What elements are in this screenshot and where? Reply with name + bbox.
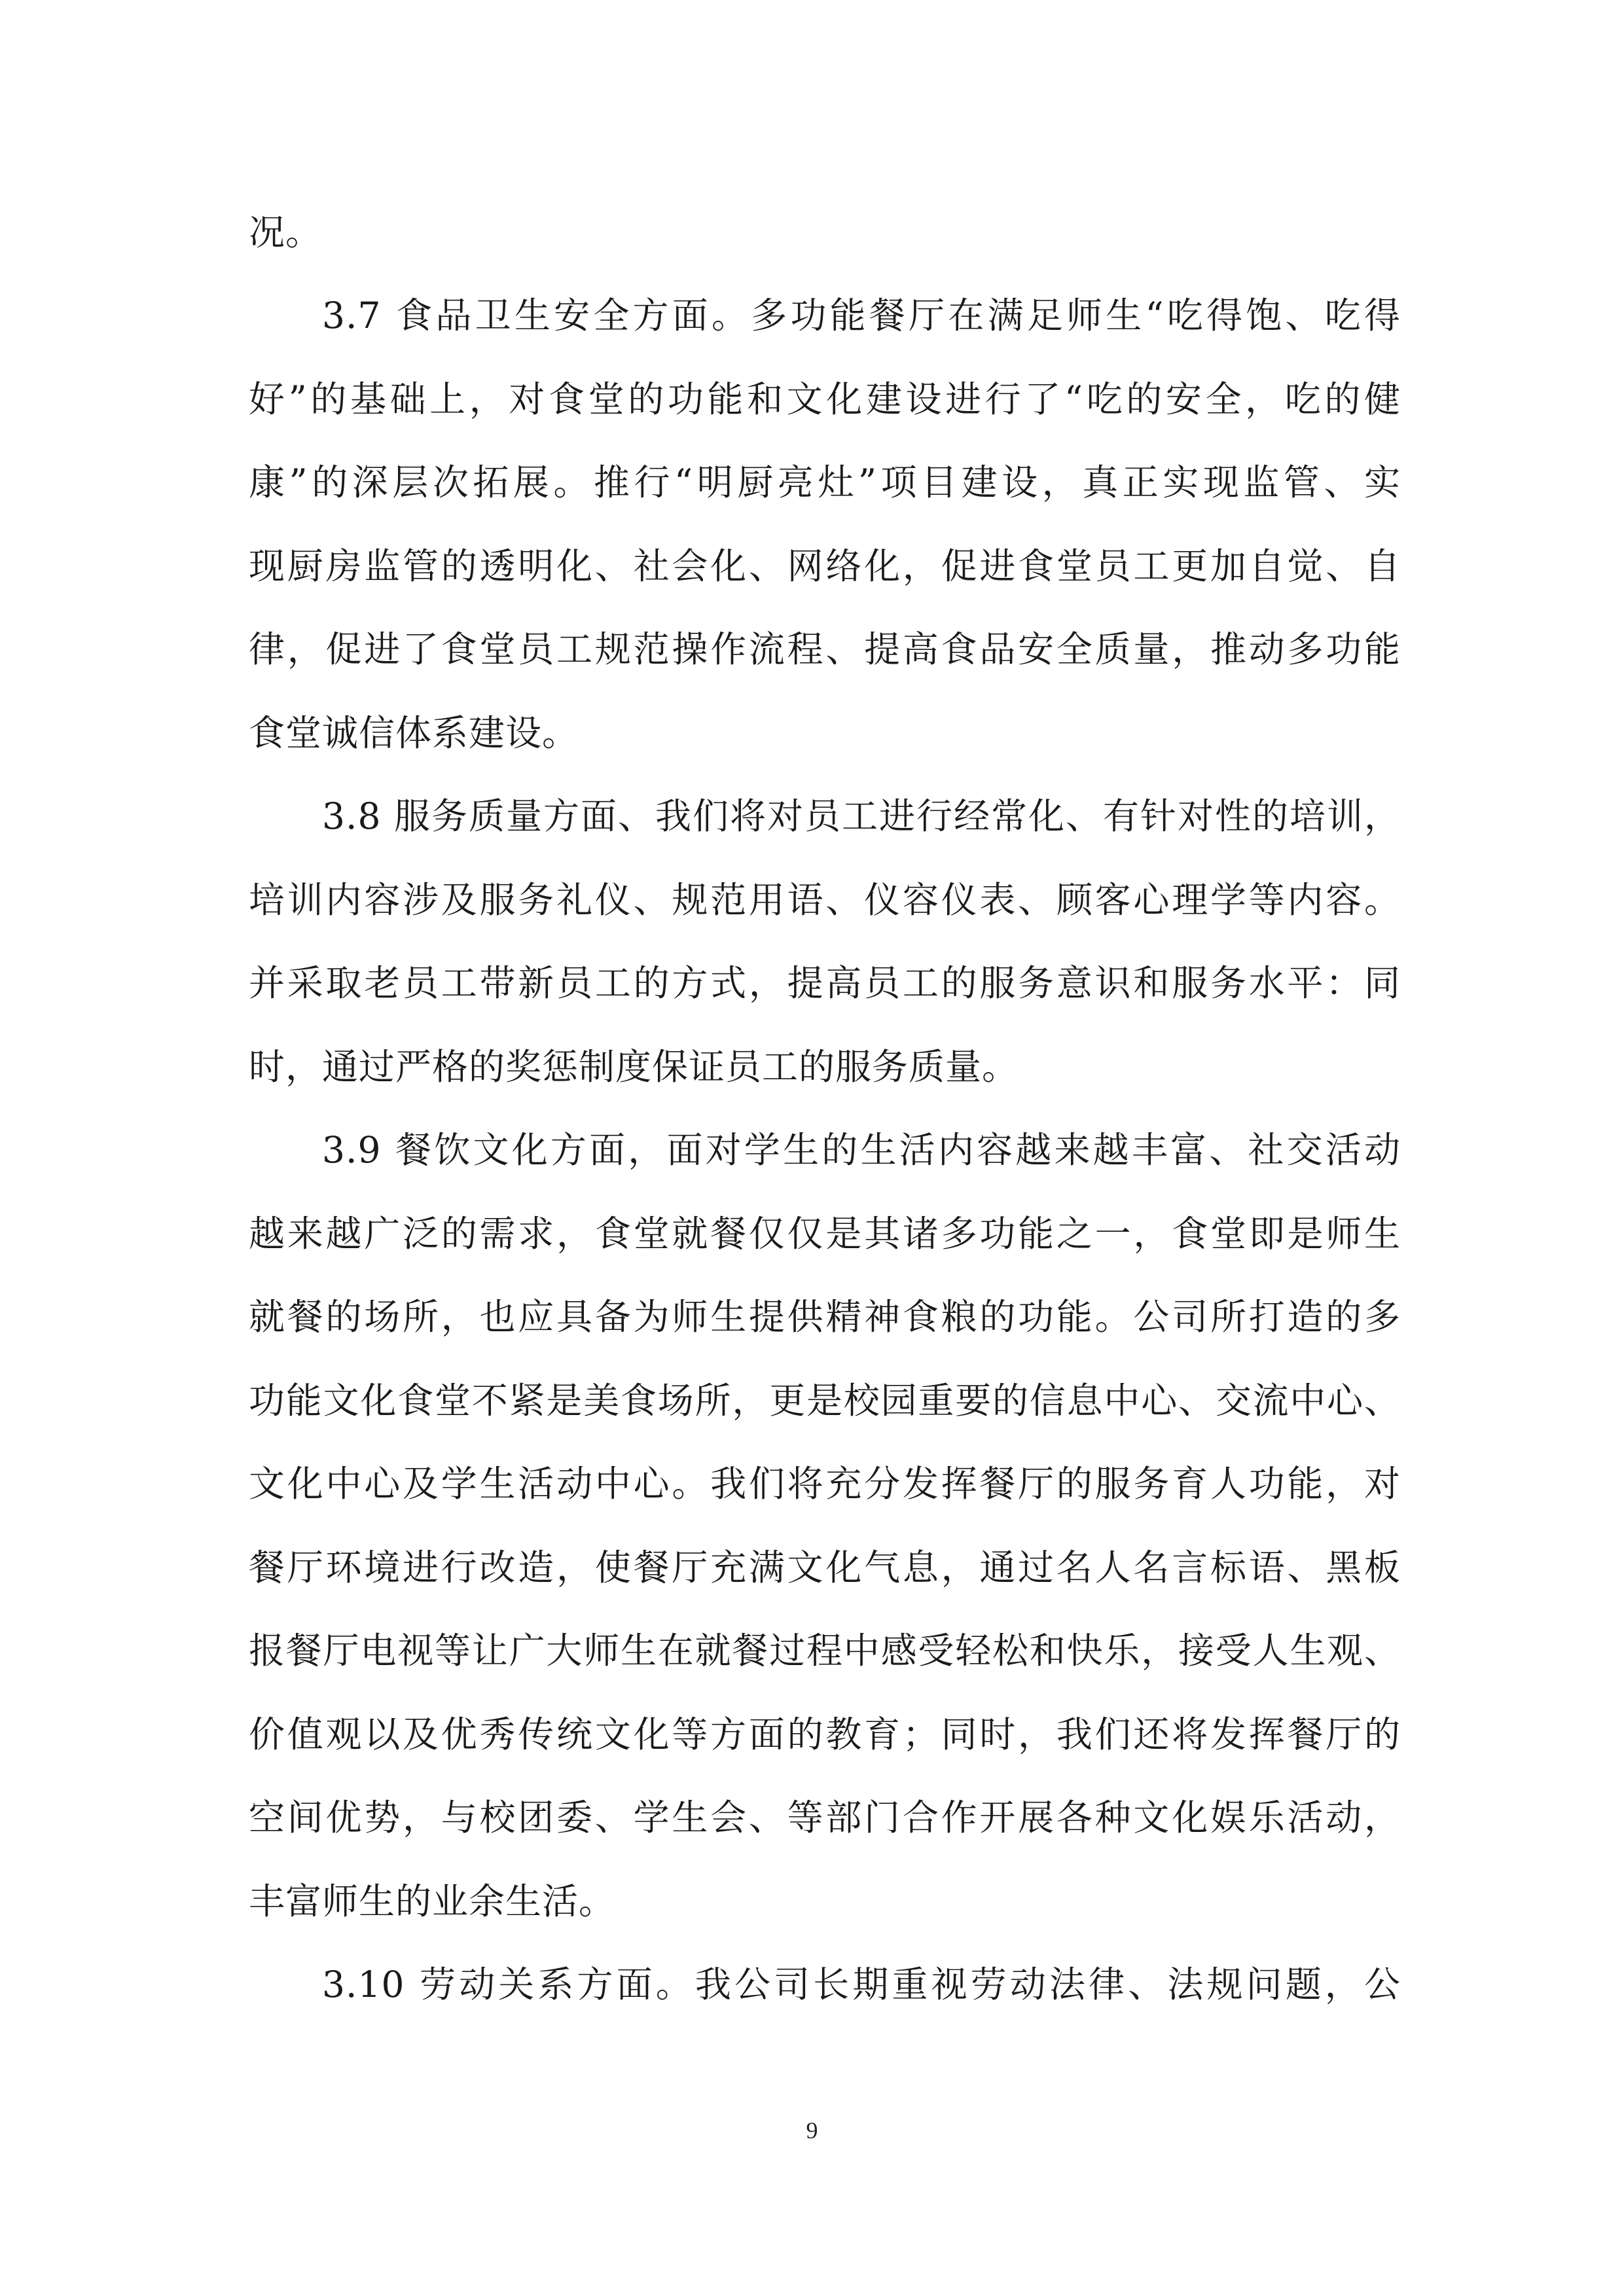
text-line: 文化中心及学生活动中心。我们将充分发挥餐厅的服务育人功能，对 <box>249 1463 1401 1505</box>
text-line: 康”的深层次拓展。推行“明厨亮灶”项目建设，真正实现监管、实 <box>249 461 1401 503</box>
text-line: 价值观以及优秀传统文化等方面的教育；同时，我们还将发挥餐厅的 <box>249 1713 1401 1755</box>
text-line: 况。 <box>249 211 323 253</box>
section-3-9-heading-line: 3.9 餐饮文化方面，面对学生的生活内容越来越丰富、社交活动 <box>322 1129 1401 1171</box>
text-line: 律，促进了食堂员工规范操作流程、提高食品安全质量，推动多功能 <box>249 628 1401 670</box>
section-3-7-heading-line: 3.7 食品卫生安全方面。多功能餐厅在满足师生“吃得饱、吃得 <box>322 295 1401 336</box>
text-line: 现厨房监管的透明化、社会化、网络化，促进食堂员工更加自觉、自 <box>249 545 1401 587</box>
text-line: 丰富师生的业余生活。 <box>249 1880 616 1922</box>
page-number: 9 <box>806 2117 818 2144</box>
text-line: 报餐厅电视等让广大师生在就餐过程中感受轻松和快乐，接受人生观、 <box>249 1630 1401 1672</box>
text-line: 越来越广泛的需求，食堂就餐仅仅是其诸多功能之一，食堂即是师生 <box>249 1213 1401 1255</box>
text-line: 功能文化食堂不紧是美食场所，更是校园重要的信息中心、交流中心、 <box>249 1380 1401 1422</box>
text-line: 空间优势，与校团委、学生会、等部门合作开展各种文化娱乐活动， <box>249 1797 1401 1839</box>
text-line: 就餐的场所，也应具备为师生提供精神食粮的功能。公司所打造的多 <box>249 1296 1401 1338</box>
text-line: 时，通过严格的奖惩制度保证员工的服务质量。 <box>249 1046 1019 1088</box>
text-line: 培训内容涉及服务礼仪、规范用语、仪容仪表、顾客心理学等内容。 <box>249 879 1401 921</box>
text-line: 食堂诚信体系建设。 <box>249 712 579 754</box>
section-3-10-heading-line: 3.10 劳动关系方面。我公司长期重视劳动法律、法规问题，公 <box>322 1964 1401 2005</box>
text-line: 餐厅环境进行改造，使餐厅充满文化气息，通过名人名言标语、黑板 <box>249 1547 1401 1588</box>
text-line: 并采取老员工带新员工的方式，提高员工的服务意识和服务水平：同 <box>249 962 1401 1004</box>
text-line: 好”的基础上，对食堂的功能和文化建设进行了“吃的安全，吃的健 <box>249 378 1401 420</box>
section-3-8-heading-line: 3.8 服务质量方面、我们将对员工进行经常化、有针对性的培训， <box>322 795 1401 837</box>
